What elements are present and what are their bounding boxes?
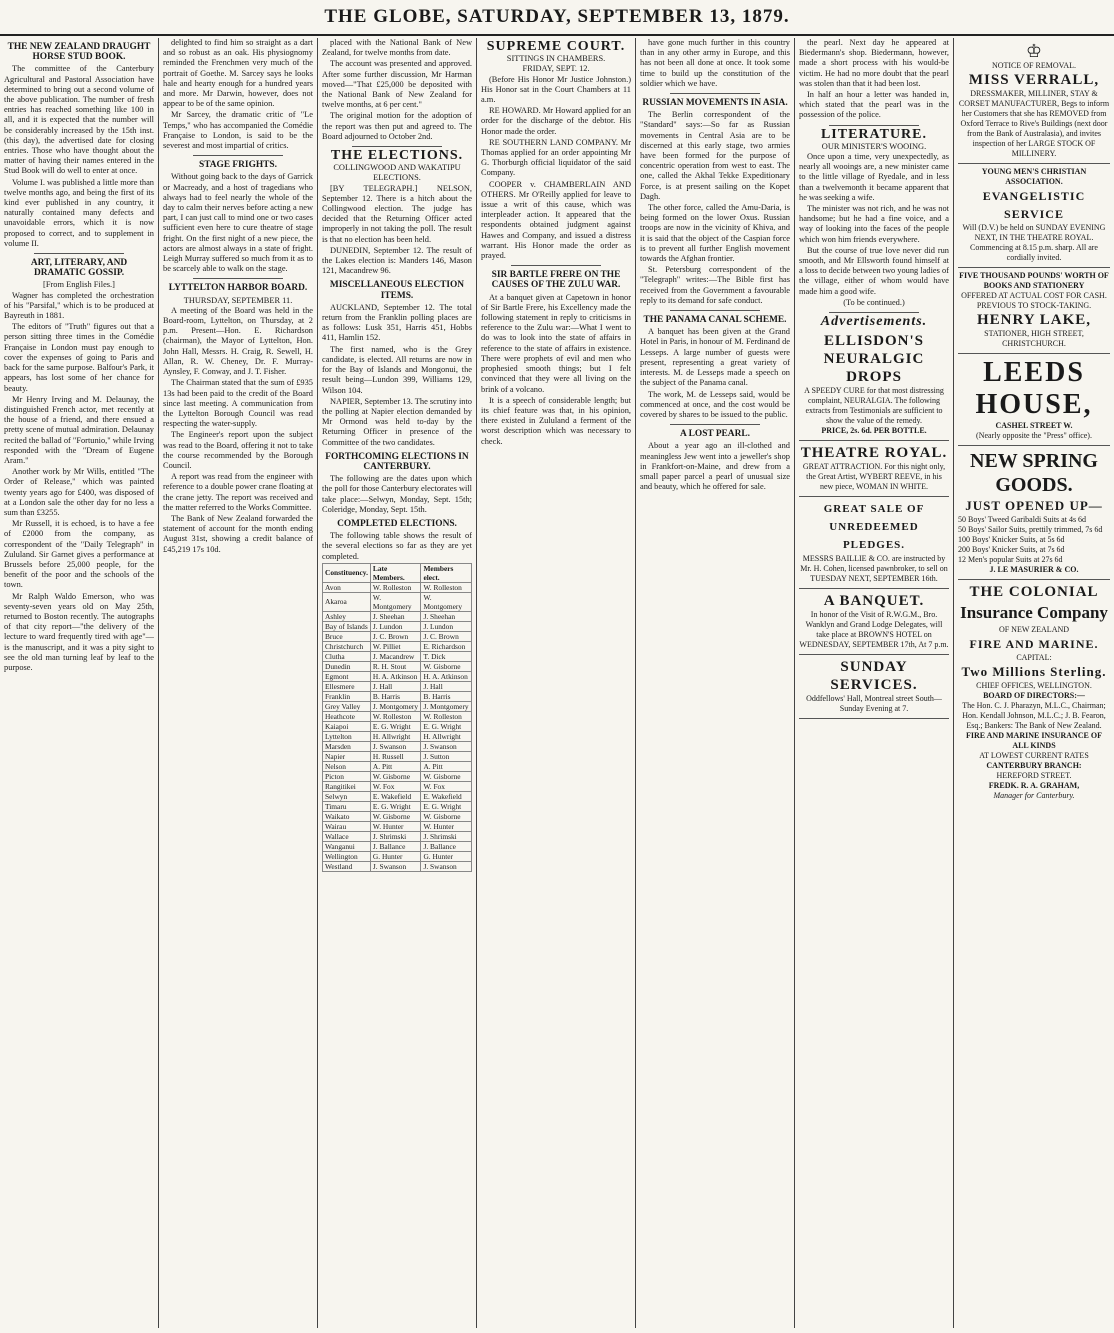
table-cell: Wairau bbox=[323, 821, 371, 831]
table-header-cell: Members elect. bbox=[421, 563, 472, 582]
table-row bbox=[323, 651, 472, 661]
column-rule bbox=[635, 38, 636, 1328]
table-row bbox=[323, 861, 472, 871]
article-paragraph: [BY TELEGRAPH.] NELSON, September 12. There is a hitch about the Collingwood election. The judge has decided that the Returning Officer acted improperly in not taking the poll. The result is that no election has been held. bbox=[322, 183, 472, 244]
table-row bbox=[323, 851, 472, 861]
table-cell: G. Hunter bbox=[370, 851, 421, 861]
table-cell: E. G. Wright bbox=[370, 801, 421, 811]
ad-subtitle: FIRE AND MARINE. bbox=[969, 637, 1099, 651]
table-cell: E. Wakefield bbox=[421, 791, 472, 801]
table-cell: W. Gisborne bbox=[421, 661, 472, 671]
table-cell: J. Sheehan bbox=[421, 611, 472, 621]
table-cell: E. G. Wright bbox=[370, 721, 421, 731]
ad-text: A SPEEDY CURE for that most distressing complaint, NEURALGIA. The following extracts from Testimonials are sufficient to show the value of the remedy. bbox=[804, 386, 944, 426]
table-cell: J. Ballance bbox=[370, 841, 421, 851]
table-cell: Ashley bbox=[323, 611, 371, 621]
list-item: 50 Boys' Tweed Garibaldi Suits at 4s 6d bbox=[958, 515, 1087, 524]
article-paragraph: have gone much further in this country than in any other army in Europe, and this has not been all done at once. It took some time to build up the constitution of the soldier which we have. bbox=[640, 38, 790, 88]
crest-icon: ♔ bbox=[1025, 41, 1043, 61]
table-cell: E. G. Wright bbox=[421, 721, 472, 731]
article-paragraph: RE HOWARD. Mr Howard applied for an order for the discharge of the debtor. His Honor made the order. bbox=[481, 106, 631, 136]
table-cell: Dunedin bbox=[323, 661, 371, 671]
table-row bbox=[323, 681, 472, 691]
table-cell: E. Wakefield bbox=[370, 791, 421, 801]
ad-title: ELLISDON'S NEURALGIC DROPS bbox=[823, 333, 925, 386]
table-cell: Rangitikei bbox=[323, 781, 371, 791]
ad-text: Will (D.V.) be held on SUNDAY EVENING NEXT, IN THE THEATRE ROYAL. Commencing at 8.15 p.m. sharp. All are cordially invited. bbox=[962, 223, 1106, 262]
table-cell: Egmont bbox=[323, 671, 371, 681]
table-cell: H. Allwright bbox=[421, 731, 472, 741]
ad-text: Oddfellows' Hall, Montreal street South—Sunday Evening at 7. bbox=[806, 694, 942, 714]
table-row bbox=[323, 641, 472, 651]
article-paragraph: COOPER v. CHAMBERLAIN AND OTHERS. Mr O'Reilly applied for leave to issue a writ of this cause, which was interpleader action. It appeared that the respondents obtained judgment against Hawes and Company, and issued a distress warrant. His Honor made the order as prayed. bbox=[481, 179, 631, 261]
article-heading: A LOST PEARL. bbox=[680, 429, 750, 440]
table-cell: W. Rolleston bbox=[421, 582, 472, 592]
divider bbox=[829, 125, 919, 126]
article-paragraph: RE SOUTHERN LAND COMPANY. Mr Thomas applied for an order appointing Mr G. Thorburgh official liquidator of the said Company. bbox=[481, 137, 631, 178]
article-paragraph: NAPIER, September 13. The scrutiny into the polling at Napier election demanded by Mr Ormond was held to-day by the Returning Officer in presence of the Committee of the two candidates. bbox=[322, 396, 472, 447]
table-cell: T. Dick bbox=[421, 651, 472, 661]
article-heading: RUSSIAN MOVEMENTS IN ASIA. bbox=[642, 98, 788, 109]
ad-title: SUNDAY SERVICES. bbox=[830, 659, 918, 694]
table-row bbox=[323, 751, 472, 761]
article-paragraph: AUCKLAND, September 12. The total return from the Franklin polling places are as follows: Lusk 351, Harris 451, Hobbs 411, Hamlin 152. bbox=[322, 302, 472, 343]
table-row bbox=[323, 661, 472, 671]
list-item: 12 Men's popular Suits at 27s 6d bbox=[958, 555, 1063, 564]
ad-subtitle: JUST OPENED UP— bbox=[965, 498, 1103, 513]
table-cell: Clutha bbox=[323, 651, 371, 661]
ad-signature: Manager for Canterbury. bbox=[993, 791, 1075, 800]
article-paragraph: A banquet has been given at the Grand Hotel in Paris, in honour of M. Ferdinand de Lesseps. A large number of guests were present, representing a great variety of interests. M. de Lesseps made a speech on the subject of the Panama canal. bbox=[640, 327, 790, 388]
article-heading: THE ELECTIONS. bbox=[330, 148, 464, 164]
table-cell: W. Gisborne bbox=[421, 811, 472, 821]
table-row bbox=[323, 592, 472, 611]
ad-subtitle: OF NEW ZEALAND bbox=[998, 625, 1070, 634]
table-cell: W. Rolleston bbox=[370, 711, 421, 721]
ad-text: OFFERED AT ACTUAL COST FOR CASH. PREVIOUS TO STOCK-TAKING. bbox=[961, 291, 1107, 310]
table-cell: A. Pitt bbox=[370, 761, 421, 771]
table-cell: E. Richardson bbox=[421, 641, 472, 651]
table-cell: Lyttelton bbox=[323, 731, 371, 741]
ad-title: FIVE THOUSAND POUNDS' WORTH OF BOOKS AND STATIONERY bbox=[959, 271, 1109, 290]
table-cell: W. Montgomery bbox=[370, 592, 421, 611]
table-row bbox=[323, 781, 472, 791]
ad-subtitle: CANTERBURY BRANCH: bbox=[986, 761, 1082, 770]
article-subheading: COLLINGWOOD AND WAKATIPU ELECTIONS. bbox=[333, 163, 461, 183]
advertisement bbox=[958, 354, 1110, 446]
article-paragraph: Another work by Mr Wills, entitled "The Order of Release," which was painted twenty years ago for £400, was disposed of at a London sale the other day for no less a sum than £3255. bbox=[4, 467, 154, 517]
table-row bbox=[323, 771, 472, 781]
article-paragraph: (Before His Honor Mr Justice Johnston.) His Honor sat in the Court Chambers at 11 a.m. bbox=[481, 74, 631, 105]
table-row bbox=[323, 761, 472, 771]
table-header-cell: Late Members. bbox=[370, 563, 421, 582]
table-cell: W. Rolleston bbox=[370, 582, 421, 592]
ad-title: LEEDS HOUSE, bbox=[975, 357, 1093, 420]
masthead: THE GLOBE, SATURDAY, SEPTEMBER 13, 1879. bbox=[0, 0, 1114, 36]
table-cell: W. Gisborne bbox=[421, 771, 472, 781]
column-rule bbox=[953, 38, 954, 1328]
table-header-cell: Constituency. bbox=[323, 563, 371, 582]
advertisement bbox=[799, 441, 949, 497]
goods-list bbox=[958, 515, 1110, 565]
table-cell: Selwyn bbox=[323, 791, 371, 801]
table-row bbox=[323, 711, 472, 721]
table-cell: H. A. Atkinson bbox=[421, 671, 472, 681]
article-paragraph: The Chairman stated that the sum of £935 13s had been paid to the credit of the Board since last meeting. A communication from the Lyttelton Borough Council was read respecting the water-supply. bbox=[163, 378, 313, 429]
advertisement bbox=[799, 497, 949, 589]
table-cell: Akaroa bbox=[323, 592, 371, 611]
column-7 bbox=[958, 38, 1110, 1328]
table-row bbox=[323, 811, 472, 821]
ad-signature: FREDK. R. A. GRAHAM, bbox=[988, 781, 1080, 790]
article-subheading: [From English Files.] bbox=[43, 280, 115, 290]
table-cell: Ellesmere bbox=[323, 681, 371, 691]
article-paragraph: Volume I. was published a little more than twelve months ago, and being the first of its kind ever published in any country, it naturally contained many defects and unavoidable errors, which it is now proposed to correct, and to supplement in volume II. bbox=[4, 177, 154, 248]
table-cell: J. Swanson bbox=[370, 741, 421, 751]
table-cell: J. Montgomery bbox=[421, 701, 472, 711]
ad-subtitle: FIRE AND MARINE INSURANCE OF ALL KINDS bbox=[965, 731, 1102, 750]
ad-text: GREAT ATTRACTION. For this night only, the Great Artist, WYBERT REEVE, in his new piece, WOMAN IN WHITE. bbox=[802, 462, 946, 492]
divider bbox=[34, 253, 124, 254]
table-cell: Bay of Islands bbox=[323, 621, 371, 631]
table-cell: B. Harris bbox=[421, 691, 472, 701]
article-paragraph: The Bank of New Zealand forwarded the statement of account for the month ending August 31st, showing a credit balance of £45,219 17s 10d. bbox=[163, 513, 313, 554]
ad-title: Insurance Company bbox=[960, 603, 1108, 622]
table-cell: W. Hunter bbox=[370, 821, 421, 831]
table-cell: E. G. Wright bbox=[421, 801, 472, 811]
table-cell: J. Sutton bbox=[421, 751, 472, 761]
ad-title: NEW SPRING GOODS. bbox=[970, 450, 1098, 496]
article-paragraph: Wagner has completed the orchestration of his "Parsifal," which is to be produced at Bayreuth in 1881. bbox=[4, 290, 154, 321]
advertisement bbox=[958, 580, 1110, 805]
column-rule bbox=[476, 38, 477, 1328]
table-cell: J. C. Brown bbox=[421, 631, 472, 641]
table-cell: Nelson bbox=[323, 761, 371, 771]
table-cell: A. Pitt bbox=[421, 761, 472, 771]
article-paragraph: placed with the National Bank of New Zealand, for twelve months from date. bbox=[322, 38, 472, 58]
table-row bbox=[323, 621, 472, 631]
table-cell: J. Montgomery bbox=[370, 701, 421, 711]
advertisement bbox=[958, 38, 1110, 164]
article-heading: COMPLETED ELECTIONS. bbox=[337, 518, 457, 529]
article-paragraph: DUNEDIN, September 12. The result of the Lakes election is: Manders 146, Mason 121, Macandrew 96. bbox=[322, 245, 472, 276]
table-cell: Kaiapoi bbox=[323, 721, 371, 731]
article-paragraph: Mr Henry Irving and M. Delaunay, the distinguished French actor, met recently at the house of a friend, and there ensued a pretty scene of mutual admiration. Delaunay recited the ballad of "Fortunio," while Irving responded with the "Dream of Eugene Aram." bbox=[4, 394, 154, 465]
article-paragraph: Once upon a time, very unexpectedly, as nearly all wooings are, a new minister came to the little village of Ryedale, and in less than a twelvemonth it became apparent that he was seeking a wife. bbox=[799, 152, 949, 202]
ad-title: EVANGELISTIC SERVICE bbox=[982, 189, 1086, 221]
table-cell: Timaru bbox=[323, 801, 371, 811]
table-cell: W. Montgomery bbox=[421, 592, 472, 611]
ad-text: (Nearly opposite the "Press" office). bbox=[976, 431, 1092, 440]
table-cell: Avon bbox=[323, 582, 371, 592]
column-6 bbox=[799, 38, 949, 1328]
table-cell: J. Lundon bbox=[421, 621, 472, 631]
article-paragraph: The following are the dates upon which the poll for those Canterbury electorates will take place:—Selwyn, Monday, Sept. 15th; Coleridge, Monday, Sept. 15th. bbox=[322, 474, 472, 514]
table-cell: R. H. Stout bbox=[370, 661, 421, 671]
advertisement bbox=[799, 589, 949, 655]
table-cell: Wallace bbox=[323, 831, 371, 841]
list-item: 50 Boys' Sailor Suits, prettily trimmed, 7s 6d bbox=[958, 525, 1103, 534]
article-heading: THE PANAMA CANAL SCHEME. bbox=[643, 315, 787, 326]
table-row bbox=[323, 671, 472, 681]
article-paragraph: Mr Ralph Waldo Emerson, who was seventy-seven years old on May 25th, returned to Boston recently. The autographs of that city report—"the delivery of the lecture to ward frequently tired with age"—is the manuscript, and it was a pity sight to see the old man turning leaf by leaf to the purpose. bbox=[4, 591, 154, 672]
table-cell: Christchurch bbox=[323, 641, 371, 651]
list-item: 100 Boys' Knicker Suits, at 5s 6d bbox=[958, 535, 1065, 544]
divider bbox=[670, 310, 760, 311]
table-cell: W. Fox bbox=[421, 781, 472, 791]
table-cell: Wellington bbox=[323, 851, 371, 861]
table-cell: J. Lundon bbox=[370, 621, 421, 631]
ad-subtitle: CAPITAL: bbox=[1016, 653, 1052, 662]
article-paragraph: The committee of the Canterbury Agricultural and Pastoral Association have determined to bring out a second volume of the above publication. The number of fresh entries has reached something like 100 in all, and it is expected that the number will be considerably increased by the 15th inst. (this day), the advertised date for closing entries. Those who have thought about the matter of having their names entered in the Stud Book will do well to enter at once. bbox=[4, 64, 154, 176]
table-cell: W. Rolleston bbox=[421, 711, 472, 721]
article-paragraph: It is a speech of considerable length; but its chief feature was that, in his opinion, there existed in Zululand a ferment of the worst description which was necessary to check. bbox=[481, 395, 631, 446]
section-heading: LITERATURE. bbox=[820, 126, 928, 142]
table-cell: J. C. Brown bbox=[370, 631, 421, 641]
table-cell: Picton bbox=[323, 771, 371, 781]
ad-text: DRESSMAKER, MILLINER, STAY & CORSET MANUFACTURER, Begs to inform her Customers that she has REMOVED from Oxford Terrace to Rive's Buildings (next door from the Bank of Australasia), and invites inspection of her LARGE STOCK OF MILLINERY. bbox=[958, 89, 1110, 158]
table-row bbox=[323, 631, 472, 641]
table-row bbox=[323, 791, 472, 801]
ad-title: A BANQUET. bbox=[823, 593, 925, 610]
ad-title: THE COLONIAL bbox=[969, 584, 1099, 600]
table-cell: J. Shrimski bbox=[421, 831, 472, 841]
list-item: 200 Boys' Knicker Suits, at 7s 6d bbox=[958, 545, 1065, 554]
table-cell: W. Gisborne bbox=[370, 811, 421, 821]
ad-signature: J. LE MASURIER & CO. bbox=[989, 565, 1079, 574]
ad-title: THEATRE ROYAL. bbox=[800, 445, 948, 462]
table-cell: J. Swanson bbox=[421, 861, 472, 871]
table-row bbox=[323, 801, 472, 811]
column-rule bbox=[794, 38, 795, 1328]
divider bbox=[193, 278, 283, 279]
article-paragraph: The first named, who is the Grey candidate, is elected. All returns are now in for the Bay of Islands and Mongonui, the result being—Lundon 399, Williams 129, Wilson 104. bbox=[322, 344, 472, 395]
article-paragraph: Mr Russell, it is echoed, is to have a fee of £2000 from the company, as correspondent of the "Daily Telegraph" in Zululand. Sir Garnet gives a performance at Brussels before 25,000 people, for the benefit of the poor and the schools of the town. bbox=[4, 519, 154, 590]
table-cell: Waikato bbox=[323, 811, 371, 821]
column-1 bbox=[4, 38, 154, 1328]
column-rule bbox=[317, 38, 318, 1328]
table-cell: H. Allwright bbox=[370, 731, 421, 741]
article-paragraph: Without going back to the days of Garrick or Macready, and a host of tragedians who always had to feel nearly the whole of the day to calm their nerves before acting a new part, I can just call to mind one or two cases sufficient even here to cure theatre of stage fright. On the first night of a new piece, the actors are almost always in a state of fright. Leigh Murray suffered so much from it as to be scarcely able to walk on the stage. bbox=[163, 172, 313, 274]
ad-subtitle: Two Millions Sterling. bbox=[961, 664, 1107, 679]
ad-title: MISS VERRALL, bbox=[968, 72, 1100, 88]
divider bbox=[829, 312, 919, 313]
table-cell: Wanganui bbox=[323, 841, 371, 851]
ad-text: In honor of the Visit of R.W.G.M., Bro. Wanklyn and Grand Lodge Delegates, will take place at BROWN'S HOTEL on WEDNESDAY, SEPTEMBER 17th, At 7 p.m. bbox=[799, 610, 949, 650]
table-row bbox=[323, 701, 472, 711]
table-cell: G. Hunter bbox=[421, 851, 472, 861]
table-row bbox=[323, 721, 472, 731]
divider bbox=[670, 93, 760, 94]
table-cell: J. Ballance bbox=[421, 841, 472, 851]
table-cell: B. Harris bbox=[370, 691, 421, 701]
table-cell: H. A. Atkinson bbox=[370, 671, 421, 681]
ad-subtitle: YOUNG MEN'S CHRISTIAN ASSOCIATION. bbox=[981, 167, 1087, 186]
advertisement bbox=[958, 268, 1110, 354]
article-paragraph: The Berlin correspondent of the "Standard" says:—So far as Russian movements in Central Asia are to be discerned at this early stage, two armies have been formed for the purpose of concentric operation from west to east. The one, called the Akhal Tekke Expeditionary Force, is at present sailing on the Kopet Dagh. bbox=[640, 110, 790, 201]
table-cell: W. Hunter bbox=[421, 821, 472, 831]
article-paragraph: The work, M. de Lesseps said, would be commenced at once, and the cost would be covered by shares to be issued to the public. bbox=[640, 389, 790, 419]
column-rule bbox=[158, 38, 159, 1328]
article-paragraph: The account was presented and approved. After some further discussion, Mr Harman moved—"That £25,000 be deposited with the National Bank of New Zealand for twelve months, at 6 per cent." bbox=[322, 59, 472, 110]
article-date: FRIDAY, SEPT. 12. bbox=[522, 64, 590, 74]
article-paragraph: the pearl. Next day he appeared at Biedermann's shop. Biedermann, however, made a short process with his would-be victim. He had no more doubt that the pearl was stolen than that it had been lost. bbox=[799, 38, 949, 88]
article-paragraph: The other force, called the Amu-Daria, is being formed on the lower Oxus. Russian troops are now in the vicinity of Khiva, and it is said that the object of the Caspian force is to prevent all further English movement towards the Afghan frontier. bbox=[640, 203, 790, 264]
table-cell: Napier bbox=[323, 751, 371, 761]
column-5 bbox=[640, 38, 790, 1328]
column-2 bbox=[163, 38, 313, 1328]
table-cell: J. Hall bbox=[421, 681, 472, 691]
table-cell: J. Macandrew bbox=[370, 651, 421, 661]
ad-title: GREAT SALE OF UNREDEEMED PLEDGES. bbox=[823, 503, 925, 552]
divider bbox=[511, 265, 601, 266]
article-paragraph: The original motion for the adoption of the report was then put and agreed to. The Board adjourned to October 2nd. bbox=[322, 111, 472, 141]
article-heading: ART, LITERARY, AND DRAMATIC GOSSIP. bbox=[30, 258, 128, 279]
table-row bbox=[323, 582, 472, 592]
table-body bbox=[323, 582, 472, 871]
ad-subtitle: BOARD OF DIRECTORS:— bbox=[983, 691, 1085, 700]
article-paragraph: A report was read from the engineer with reference to a double power crane floating at the crane jetty. The report was received and the matter referred to the Works Committee. bbox=[163, 472, 313, 512]
article-subheading: THURSDAY, SEPTEMBER 11. bbox=[183, 295, 293, 305]
table-cell: Grey Valley bbox=[323, 701, 371, 711]
article-paragraph: The Engineer's report upon the subject was read to the Board, offering it not to take the course recommended by the Borough Council. bbox=[163, 430, 313, 470]
article-paragraph: delighted to find him so straight as a dart and so robust as an oak. His physiognomy reminded the Frenchmen very much of the portrait of Goethe. M. Sarcey says he looks hale and hearty enough for a hundred years and more. Mr Darwin, however, does not appear to be of the same opinion. bbox=[163, 38, 313, 109]
article-heading: STAGE FRIGHTS. bbox=[199, 160, 277, 171]
table-cell: Heathcote bbox=[323, 711, 371, 721]
table-row bbox=[323, 831, 472, 841]
column-3 bbox=[322, 38, 472, 1328]
article-heading: SIR BARTLE FRERE ON THE CAUSES OF THE ZULU WAR. bbox=[491, 270, 621, 291]
table-header-row bbox=[323, 563, 472, 582]
article-heading: SUPREME COURT. bbox=[486, 39, 626, 54]
article-subheading: OUR MINISTER'S WOOING. bbox=[821, 141, 927, 151]
table-row bbox=[323, 611, 472, 621]
table-cell: J. Shrimski bbox=[370, 831, 421, 841]
table-row bbox=[323, 731, 472, 741]
table-cell: Franklin bbox=[323, 691, 371, 701]
article-heading: THE NEW ZEALAND DRAUGHT HORSE STUD BOOK. bbox=[7, 42, 151, 63]
article-paragraph: The following table shows the result of the several elections so far as they are yet completed. bbox=[322, 531, 472, 561]
ad-price: PRICE, 2s. 6d. PER BOTTLE. bbox=[821, 426, 927, 436]
election-results-table bbox=[322, 563, 472, 872]
table-cell: J. Swanson bbox=[370, 861, 421, 871]
table-cell: Westland bbox=[323, 861, 371, 871]
table-cell: Bruce bbox=[323, 631, 371, 641]
table-row bbox=[323, 691, 472, 701]
advertisement bbox=[958, 446, 1110, 580]
divider bbox=[193, 155, 283, 156]
table-row bbox=[323, 741, 472, 751]
column-4 bbox=[481, 38, 631, 1328]
article-paragraph: St. Petersburg correspondent of the "Telegraph" writes:—The Bible first has received from the Government a favourable reply to its demand for safe conduct. bbox=[640, 265, 790, 305]
article-heading: FORTHCOMING ELECTIONS IN CANTERBURY. bbox=[325, 451, 469, 472]
continued-note: (To be continued.) bbox=[843, 297, 905, 307]
table-cell: J. Hall bbox=[370, 681, 421, 691]
ad-text: MESSRS BAILLIE & CO. are instructed by Mr. H. Cohen, licensed pawnbroker, to sell on TUESDAY NEXT, SEPTEMBER 16th. bbox=[800, 554, 948, 584]
article-paragraph: But the course of true love never did run smooth, and Mr Ellsworth found himself at a loss to decide between two young ladies of the village, either of whom would have made him a good wife. bbox=[799, 245, 949, 296]
table-cell: W. Pilliet bbox=[370, 641, 421, 651]
table-cell: W. Gisborne bbox=[370, 771, 421, 781]
article-subheading: SITTINGS IN CHAMBERS. bbox=[506, 54, 606, 64]
article-heading: LYTTELTON HARBOR BOARD. bbox=[168, 283, 308, 294]
article-paragraph: About a year ago an ill-clothed and meaningless Jew went into a jeweller's shop in Frankfort-on-Maine, and drew from a small paper parcel a pearl of unusual size and beauty, which he offered for sale. bbox=[640, 441, 790, 492]
table-cell: W. Fox bbox=[370, 781, 421, 791]
article-paragraph: A meeting of the Board was held in the Board-room, Lyttelton, on Thursday, at 2 p.m. Present—Hon. E. Richardson (chairman), the Mayor of Lyttelton, Hon. John Hall, Messrs. H. Craig, R. Sewell, H. Allan, R. W. Cheney, Dr. F. Murray-Aynsley, F. Conway, and J. T. Fisher. bbox=[163, 305, 313, 377]
ad-subtitle: CHIEF OFFICES, WELLINGTON. bbox=[976, 681, 1092, 690]
article-paragraph: Mr Sarcey, the dramatic critic of "Le Temps," who has accompanied the Comédie Française to London, is said to be the severest and most impartial of critics. bbox=[163, 110, 313, 151]
ad-text: STATIONER, HIGH STREET, CHRISTCHURCH. bbox=[984, 329, 1084, 348]
table-cell: J. Sheehan bbox=[370, 611, 421, 621]
ad-title: HENRY LAKE, bbox=[976, 312, 1092, 328]
article-paragraph: The editors of "Truth" figures out that a person sitting three times in the Comédie Française in London must pay enough to cover the expenses of going to Paris and back for the same purpose. Balfour's Park, it appears, has lost some of her chance for beauty. bbox=[4, 322, 154, 393]
divider bbox=[352, 146, 442, 147]
table-row bbox=[323, 841, 472, 851]
advertisement bbox=[799, 655, 949, 719]
ad-subtitle: AT LOWEST CURRENT RATES bbox=[979, 751, 1089, 760]
advertisement bbox=[799, 329, 949, 441]
advertisement bbox=[958, 164, 1110, 268]
article-paragraph: The minister was not rich, and he was not handsome; but he had a fine voice, and a way of looking into the faces of the people which won him friends everywhere. bbox=[799, 204, 949, 244]
table-cell: Marsden bbox=[323, 741, 371, 751]
ad-subtitle: HEREFORD STREET. bbox=[996, 771, 1072, 780]
divider bbox=[670, 424, 760, 425]
ad-text: The Hon. C. J. Pharazyn, M.L.C., Chairman; Hon. Kendall Johnson, M.L.C.; J. B. Fearon, Esq.; Bankers: The Bank of New Zealand. bbox=[962, 701, 1106, 730]
article-heading: MISCELLANEOUS ELECTION ITEMS. bbox=[329, 280, 465, 301]
section-heading: Advertisements. bbox=[820, 314, 928, 330]
ad-subtitle: NOTICE OF REMOVAL. bbox=[991, 61, 1077, 70]
article-paragraph: In half an hour a letter was handed in, which stated that the pearl was in the possession of the police. bbox=[799, 90, 949, 120]
table-row bbox=[323, 821, 472, 831]
article-paragraph: At a banquet given at Capetown in honor of Sir Bartle Frere, his Excellency made the following statement in reply to criticisms in reference to the Zulu war:—What I went to do was to look into the state of affairs in reference to the state of affairs in existence. There were prophets of evil and men who prophesied smooth things; but I felt convinced that they were all living on the brink of a volcano. bbox=[481, 292, 631, 394]
table-cell: H. Russell bbox=[370, 751, 421, 761]
ad-subtitle: CASHEL STREET W. bbox=[995, 421, 1073, 430]
table-cell: J. Swanson bbox=[421, 741, 472, 751]
